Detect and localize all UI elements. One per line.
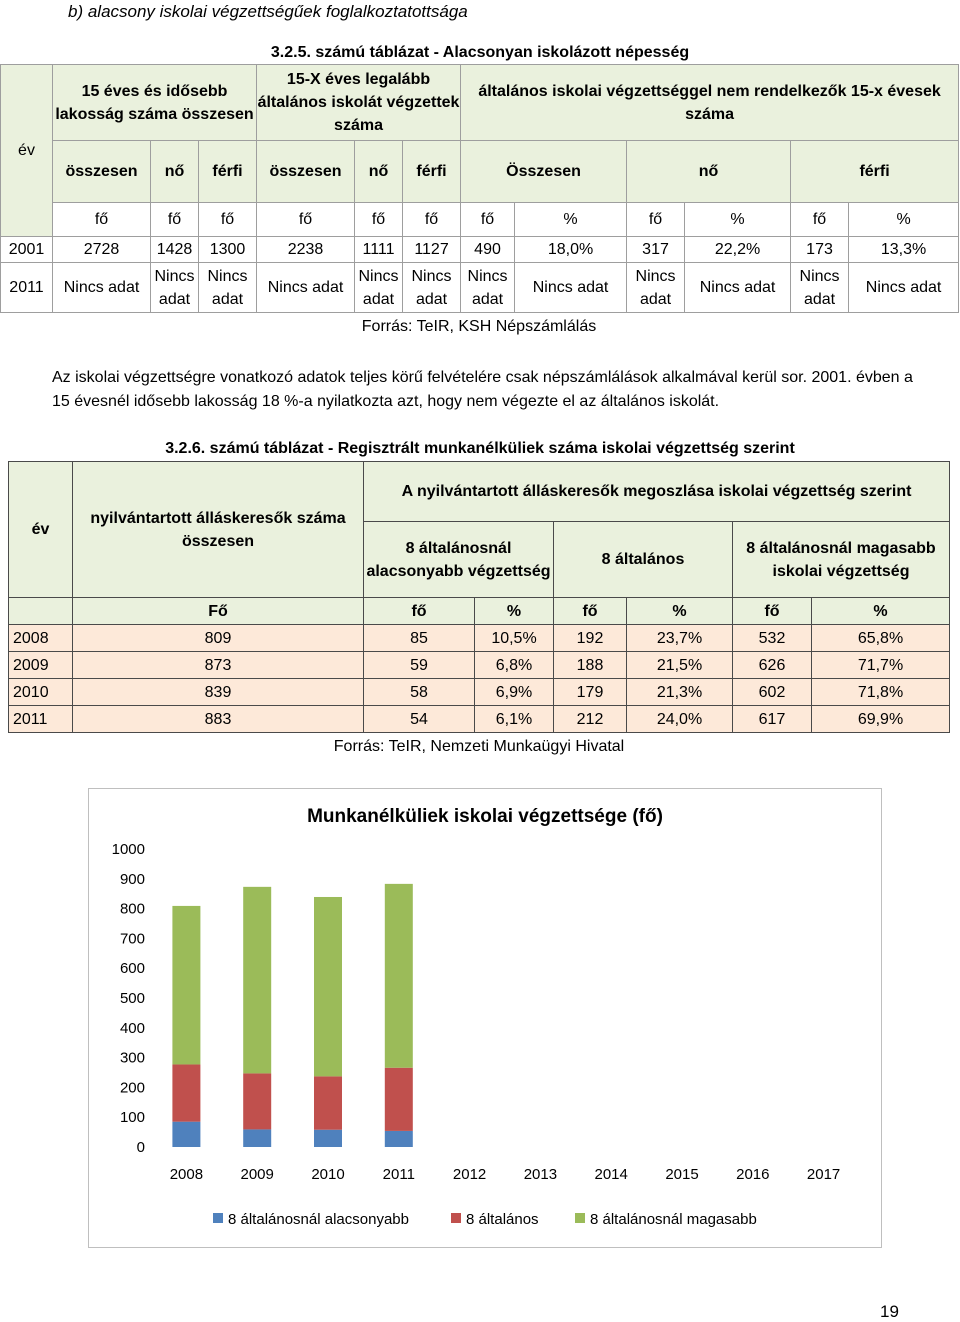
- unit-cell: %: [627, 598, 733, 625]
- row-year: 2001: [1, 237, 53, 263]
- table-cell: 71,7%: [812, 652, 950, 679]
- table-cell: 212: [554, 706, 627, 733]
- y-tick-label: 400: [119, 1019, 145, 1037]
- table-cell: Nincs adat: [849, 263, 959, 313]
- table1-title: 3.2.5. számú táblázat - Alacsonyan iskolázott népesség: [270, 44, 690, 61]
- x-tick-label: 2011: [382, 1166, 415, 1183]
- y-tick-label: 0: [136, 1139, 145, 1156]
- table-cell: Nincs adat: [461, 263, 515, 313]
- table2-source: Forrás: TeIR, Nemzeti Munkaügyi Hivatal: [333, 738, 625, 755]
- table-cell: 532: [733, 625, 812, 652]
- sub-header: férfi: [199, 141, 257, 203]
- unit-cell: fő: [257, 203, 355, 237]
- unit-cell: Fő: [73, 598, 364, 625]
- table-cell: 626: [733, 652, 812, 679]
- x-tick-label: 2013: [523, 1166, 558, 1183]
- legend-label: 8 általánosnál magasabb: [590, 1211, 757, 1228]
- table-cell: Nincs adat: [791, 263, 849, 313]
- table-cell: 6,8%: [475, 652, 554, 679]
- header-distribution: A nyilvántartott álláskeresők megoszlása iskolai végzettség szerint: [364, 462, 950, 522]
- unit-cell: fő: [53, 203, 151, 237]
- x-tick-label: 2012: [452, 1166, 487, 1183]
- row-year: 2010: [9, 679, 73, 706]
- sub-header: férfi: [791, 141, 959, 203]
- table-cell: 1127: [403, 237, 461, 263]
- table-cell: 58: [364, 679, 475, 706]
- jobseekers-table: [8, 461, 950, 733]
- chart-area: [88, 788, 882, 1248]
- unit-cell: fő: [403, 203, 461, 237]
- table-cell: 1428: [151, 237, 199, 263]
- table-cell: 1300: [199, 237, 257, 263]
- unit-cell: fő: [199, 203, 257, 237]
- table-cell: Nincs adat: [627, 263, 685, 313]
- sub-header: Összesen: [461, 141, 627, 203]
- x-tick-label: 2016: [736, 1166, 770, 1183]
- table-cell: Nincs adat: [257, 263, 355, 313]
- table-cell: 1111: [355, 237, 403, 263]
- table-cell: Nincs adat: [515, 263, 627, 313]
- sub-header: nő: [355, 141, 403, 203]
- table-cell: 21,3%: [627, 679, 733, 706]
- row-year: 2011: [9, 706, 73, 733]
- table-cell: 617: [733, 706, 812, 733]
- y-tick-label: 600: [119, 960, 145, 978]
- table-cell: 809: [73, 625, 364, 652]
- table-cell: Nincs adat: [53, 263, 151, 313]
- bar-segment: [314, 1076, 342, 1129]
- table-cell: Nincs adat: [151, 263, 199, 313]
- table-cell: 2238: [257, 237, 355, 263]
- sub-header-higher: 8 általánosnál magasabb iskolai végzettség: [733, 522, 950, 598]
- x-tick-label: 2008: [169, 1166, 204, 1183]
- table-row: [9, 706, 950, 733]
- bar-segment: [314, 897, 342, 1076]
- bar-segment: [172, 1064, 200, 1121]
- table-cell: 602: [733, 679, 812, 706]
- table-cell: 71,8%: [812, 679, 950, 706]
- bar-segment: [314, 1130, 342, 1147]
- legend-swatch: [451, 1213, 461, 1223]
- x-tick-label: 2017: [806, 1166, 841, 1183]
- legend-label: 8 általános: [466, 1211, 539, 1228]
- row-year: 2011: [1, 263, 53, 313]
- table-cell: 69,9%: [812, 706, 950, 733]
- y-tick-label: 100: [119, 1109, 145, 1127]
- unit-cell: %: [849, 203, 959, 237]
- sub-header: nő: [627, 141, 791, 203]
- y-tick-label: 300: [119, 1049, 145, 1067]
- y-tick-label: 500: [119, 990, 145, 1007]
- row-year: 2009: [9, 652, 73, 679]
- unit-cell: fő: [461, 203, 515, 237]
- table-cell: 6,9%: [475, 679, 554, 706]
- table-cell: 21,5%: [627, 652, 733, 679]
- x-tick-label: 2010: [311, 1166, 345, 1183]
- header-no-primary: általános iskolai végzettséggel nem rendelkezők 15-x évesek száma: [461, 65, 959, 141]
- unit-cell: %: [685, 203, 791, 237]
- table-cell: 188: [554, 652, 627, 679]
- table-cell: 839: [73, 679, 364, 706]
- table-row: [9, 625, 950, 652]
- header-total-jobseekers: nyilvántartott álláskeresők száma összesen: [73, 462, 364, 598]
- table-cell: 317: [627, 237, 685, 263]
- section-heading: b) alacsony iskolai végzettségűek foglalkoztatottsága: [68, 2, 468, 21]
- table1-source: Forrás: TeIR, KSH Népszámlálás: [361, 318, 597, 335]
- header-total-population: 15 éves és idősebb lakosság száma összesen: [53, 65, 257, 141]
- table-cell: 179: [554, 679, 627, 706]
- chart-title: Munkanélküliek iskolai végzettsége (fő): [307, 806, 663, 827]
- y-tick-label: 800: [119, 900, 145, 918]
- bar-segment: [385, 884, 413, 1068]
- legend-swatch: [575, 1213, 585, 1223]
- table-cell: 18,0%: [515, 237, 627, 263]
- table-cell: 23,7%: [627, 625, 733, 652]
- unit-cell: fő: [627, 203, 685, 237]
- unit-cell: fő: [151, 203, 199, 237]
- table-cell: 873: [73, 652, 364, 679]
- bar-segment: [243, 1129, 271, 1147]
- legend-label: 8 általánosnál alacsonyabb: [228, 1211, 409, 1228]
- col-ev: év: [9, 462, 73, 598]
- table-cell: 85: [364, 625, 475, 652]
- sub-header-primary: 8 általános: [554, 522, 733, 598]
- table-cell: 490: [461, 237, 515, 263]
- bar-segment: [385, 1068, 413, 1131]
- table-cell: 59: [364, 652, 475, 679]
- table-cell: Nincs adat: [685, 263, 791, 313]
- sub-header: összesen: [53, 141, 151, 203]
- bar-segment: [243, 887, 271, 1074]
- table-row: [9, 652, 950, 679]
- stacked-bar-chart: [89, 789, 881, 1247]
- unit-cell: fő: [364, 598, 475, 625]
- bar-segment: [385, 1131, 413, 1147]
- unit-cell: %: [812, 598, 950, 625]
- sub-header: nő: [151, 141, 199, 203]
- table-cell: 6,1%: [475, 706, 554, 733]
- table-cell: 883: [73, 706, 364, 733]
- table-cell: Nincs adat: [403, 263, 461, 313]
- table-cell: Nincs adat: [199, 263, 257, 313]
- unit-cell: %: [475, 598, 554, 625]
- page-number: 19: [880, 1302, 899, 1321]
- y-tick-label: 900: [119, 870, 145, 888]
- col-ev: év: [1, 65, 53, 237]
- y-tick-label: 1000: [111, 841, 145, 858]
- population-table: [0, 64, 959, 313]
- unit-cell: fő: [733, 598, 812, 625]
- sub-header-lower: 8 általánosnál alacsonyabb végzettség: [364, 522, 554, 598]
- header-primary-completed: 15-X éves legalább általános iskolát végzettek száma: [257, 65, 461, 141]
- y-tick-label: 200: [119, 1079, 145, 1097]
- table-row: [1, 263, 959, 313]
- x-tick-label: 2009: [240, 1166, 274, 1183]
- x-tick-label: 2015: [665, 1166, 699, 1183]
- unit-cell: fő: [791, 203, 849, 237]
- table-cell: 24,0%: [627, 706, 733, 733]
- sub-header: összesen: [257, 141, 355, 203]
- legend-swatch: [213, 1213, 223, 1223]
- table-cell: 192: [554, 625, 627, 652]
- bar-segment: [243, 1073, 271, 1129]
- body-paragraph: Az iskolai végzettségre vonatkozó adatok teljes körű felvételére csak népszámlálások alkalmával kerül sor. 2001. évben a 15 évesnél idősebb lakosság 18 %-a nyilatkozta azt, hogy nem végezte el az általános iskolát.: [52, 369, 913, 410]
- unit-cell: fő: [355, 203, 403, 237]
- sub-header: férfi: [403, 141, 461, 203]
- bar-segment: [172, 1122, 200, 1147]
- x-tick-label: 2014: [594, 1166, 628, 1183]
- table-row: [1, 237, 959, 263]
- unit-cell: %: [515, 203, 627, 237]
- table-cell: 65,8%: [812, 625, 950, 652]
- table-row: [9, 679, 950, 706]
- table-cell: 173: [791, 237, 849, 263]
- table2-title: 3.2.6. számú táblázat - Regisztrált munkanélküliek száma iskolai végzettség szerint: [165, 440, 795, 457]
- table-cell: 54: [364, 706, 475, 733]
- y-tick-label: 700: [119, 930, 145, 948]
- unit-cell: fő: [554, 598, 627, 625]
- bar-segment: [172, 906, 200, 1065]
- table-cell: Nincs adat: [355, 263, 403, 313]
- table-cell: 13,3%: [849, 237, 959, 263]
- row-year: 2008: [9, 625, 73, 652]
- table-cell: 2728: [53, 237, 151, 263]
- table-cell: 22,2%: [685, 237, 791, 263]
- table-cell: 10,5%: [475, 625, 554, 652]
